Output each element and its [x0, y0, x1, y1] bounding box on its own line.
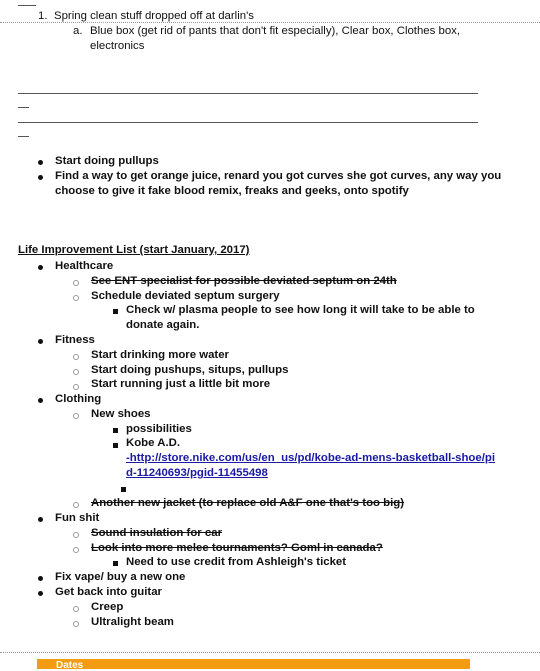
circle-bullet [73, 354, 79, 360]
category-guitar: Get back into guitar [55, 586, 162, 598]
list-item-done: Look into more melee tournaments? Goml in canada? [91, 542, 383, 554]
list-item: Start drinking more water [91, 349, 229, 361]
list-item: Need to use credit from Ashleigh's ticket [126, 556, 347, 568]
list-item: Start doing pullups [55, 155, 159, 167]
product-link-continuation[interactable]: d-11240693/pgid-11455498 [126, 467, 268, 479]
list-item: possibilities [126, 423, 192, 435]
bullet [38, 265, 43, 270]
square-bullet [113, 309, 118, 314]
circle-bullet [73, 547, 79, 553]
list-item: Creep [91, 601, 124, 613]
circle-bullet [73, 502, 79, 508]
bullet [38, 175, 43, 180]
square-bullet [113, 428, 118, 433]
dates-tab-label: Dates [56, 660, 84, 671]
square-bullet-empty [121, 487, 126, 492]
list-item: Schedule deviated septum surgery [91, 290, 280, 302]
list-item: New shoes [91, 408, 151, 420]
bullet [38, 398, 43, 403]
rule-2 [18, 122, 478, 123]
list-item: Ultralight beam [91, 616, 174, 628]
numbered-marker: 1. [38, 10, 48, 22]
circle-bullet [73, 280, 79, 286]
square-bullet [113, 443, 118, 448]
list-item-done: See ENT specialist for possible deviated septum on 24th [91, 275, 397, 287]
list-item: Start running just a little bit more [91, 378, 271, 390]
bullet [38, 591, 43, 596]
product-link[interactable]: -http://store.nike.com/us/en_us/pd/kobe-ad-mens-basketball-shoe/pi [126, 452, 495, 464]
list-item-done: Sound insulation for car [91, 527, 222, 539]
circle-bullet [73, 369, 79, 375]
bullet [38, 576, 43, 581]
list-item: Check w/ plasma people to see how long it will take to be able to [126, 304, 475, 316]
bullet [38, 160, 43, 165]
rule-dash-2 [18, 136, 29, 137]
square-bullet [113, 561, 118, 566]
numbered-item: Spring clean stuff dropped off at darlin's [54, 10, 254, 22]
dates-tab[interactable] [37, 659, 470, 669]
list-item: Start doing pushups, situps, pullups [91, 364, 289, 376]
section-title: Life Improvement List (start January, 2017) [18, 244, 250, 256]
sub-marker: a. [73, 25, 83, 37]
circle-bullet [73, 621, 79, 627]
top-dash [18, 5, 36, 6]
circle-bullet [73, 384, 79, 390]
page-break-dotted [0, 652, 540, 653]
circle-bullet [73, 606, 79, 612]
sub-item-line2: electronics [90, 40, 145, 52]
category-fitness: Fitness [55, 334, 95, 346]
category-fun: Fun shit [55, 512, 100, 524]
list-item: Fix vape/ buy a new one [55, 571, 186, 583]
list-item-continuation: choose to give it fake blood remix, freaks and geeks, onto spotify [55, 185, 409, 197]
list-item: Find a way to get orange juice, renard you got curves she got curves, any way you [55, 170, 502, 182]
category-clothing: Clothing [55, 393, 102, 405]
rule-dash-1 [18, 107, 29, 108]
list-item-continuation: donate again. [126, 319, 200, 331]
category-healthcare: Healthcare [55, 260, 114, 272]
circle-bullet [73, 532, 79, 538]
bullet [38, 517, 43, 522]
sub-item-line1: Blue box (get rid of pants that don't fit especially), Clear box, Clothes box, [90, 25, 461, 37]
list-item-done: Another new jacket (to replace old A&F one that's too big) [91, 497, 405, 509]
rule-1 [18, 93, 478, 94]
bullet [38, 339, 43, 344]
circle-bullet [73, 295, 79, 301]
circle-bullet [73, 413, 79, 419]
list-item: Kobe A.D. [126, 437, 180, 449]
page-break-dotted [0, 22, 540, 23]
